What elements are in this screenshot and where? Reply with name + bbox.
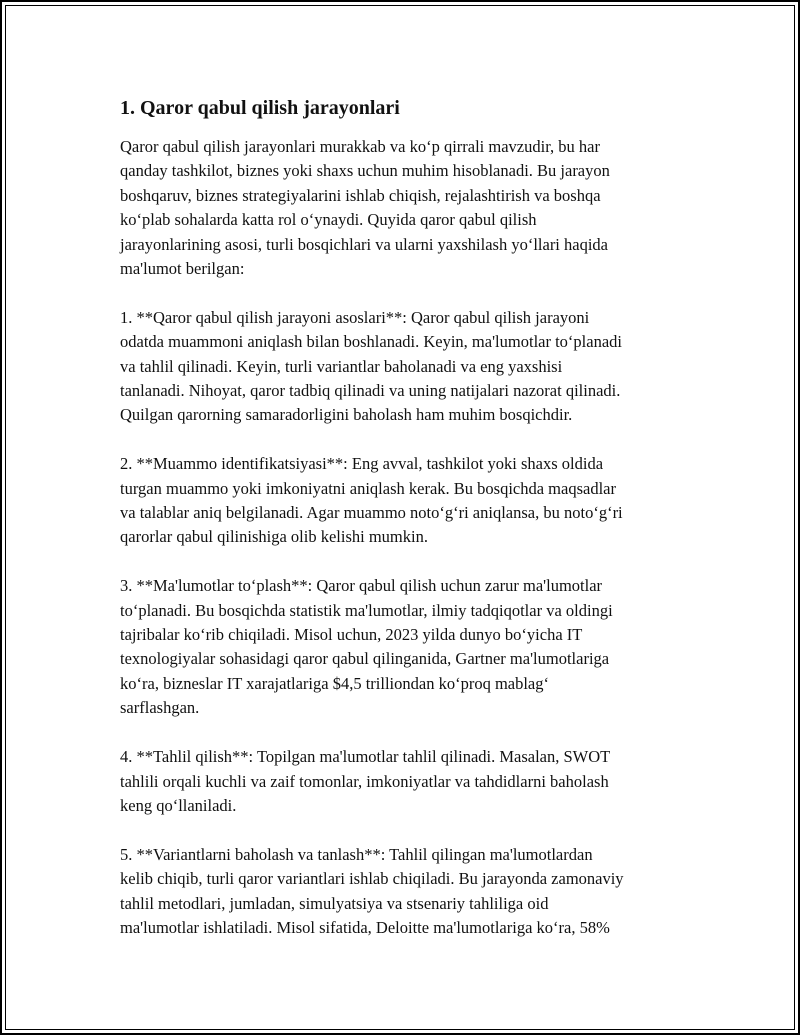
text-line: keng qoʻllaniladi. — [120, 795, 237, 815]
paragraph-item-2 — [120, 452, 695, 550]
text-line: toʻplanadi. Bu bosqichda statistik ma'lumotlar, ilmiy tadqiqotlar va oldingi — [120, 600, 613, 620]
text-line: sarflashgan. — [120, 698, 200, 718]
text-line: odatda muammoni aniqlash bilan boshlanadi. Keyin, ma'lumotlar toʻplanadi — [120, 332, 622, 352]
text-line: 2. **Muammo identifikatsiyasi**: Eng avval, tashkilot yoki shaxs oldida — [120, 454, 604, 474]
text-line: kelib chiqib, turli qaror variantlari ishlab chiqiladi. Bu jarayonda zamonaviy — [120, 869, 624, 889]
text-line: tahlili orqali kuchli va zaif tomonlar, imkoniyatlar va tahdidlarni baholash — [120, 771, 609, 791]
paragraph-intro — [120, 135, 695, 281]
text-line: boshqaruv, biznes strategiyalarini ishlab chiqish, rejalashtirish va boshqa — [120, 185, 601, 205]
text-line: texnologiyalar sohasidagi qaror qabul qilinganida, Gartner ma'lumotlariga — [120, 649, 610, 669]
text-line: koʻra, bizneslar IT xarajatlariga $4,5 trilliondan koʻproq mablagʻ — [120, 673, 549, 693]
text-line: ma'lumot berilgan: — [120, 259, 245, 279]
document-body — [120, 94, 695, 940]
section-heading: 1. Qaror qabul qilish jarayonlari — [120, 97, 400, 119]
text-line: tanlanadi. Nihoyat, qaror tadbiq qilinadi va uning natijalari nazorat qilinadi. — [120, 381, 621, 401]
text-line: Quilgan qarorning samaradorligini baholash ham muhim bosqichdir. — [120, 405, 573, 425]
paragraph-item-4 — [120, 745, 695, 818]
text-line: turgan muammo yoki imkoniyatni aniqlash kerak. Bu bosqichda maqsadlar — [120, 478, 616, 498]
text-line: va tahlil qilinadi. Keyin, turli variantlar baholanadi va eng yaxshisi — [120, 356, 563, 376]
text-line: 5. **Variantlarni baholash va tanlash**: Tahlil qilingan ma'lumotlardan — [120, 844, 593, 864]
paragraph-item-3 — [120, 574, 695, 720]
text-line: jarayonlarining asosi, turli bosqichlari va ularni yaxshilash yoʻllari haqida — [120, 234, 608, 254]
text-line: tahlil metodlari, jumladan, simulyatsiya va stsenariy tahliliga oid — [120, 893, 549, 913]
text-line: 1. **Qaror qabul qilish jarayoni asoslari**: Qaror qabul qilish jarayoni — [120, 307, 590, 327]
text-line: ma'lumotlar ishlatiladi. Misol sifatida, Deloitte ma'lumotlariga koʻra, 58% — [120, 917, 610, 937]
paragraph-item-1 — [120, 306, 695, 428]
text-line: Qaror qabul qilish jarayonlari murakkab va koʻp qirrali mavzudir, bu har — [120, 137, 600, 156]
text-line: 3. **Ma'lumotlar toʻplash**: Qaror qabul qilish uchun zarur ma'lumotlar — [120, 576, 603, 596]
text-line: tajribalar koʻrib chiqiladi. Misol uchun, 2023 yilda dunyo boʻyicha IT — [120, 625, 583, 645]
text-line: qanday tashkilot, biznes yoki shaxs uchun muhim hisoblanadi. Bu jarayon — [120, 161, 610, 181]
text-line: 4. **Tahlil qilish**: Topilgan ma'lumotlar tahlil qilinadi. Masalan, SWOT — [120, 747, 611, 767]
paragraph-item-5 — [120, 843, 695, 941]
text-line: koʻplab sohalarda katta rol oʻynaydi. Quyida qaror qabul qilish — [120, 210, 537, 230]
text-line: va talablar aniq belgilanadi. Agar muammo notoʻgʻri aniqlansa, bu notoʻgʻri — [120, 503, 623, 523]
text-line: qarorlar qabul qilinishiga olib kelishi mumkin. — [120, 527, 428, 547]
